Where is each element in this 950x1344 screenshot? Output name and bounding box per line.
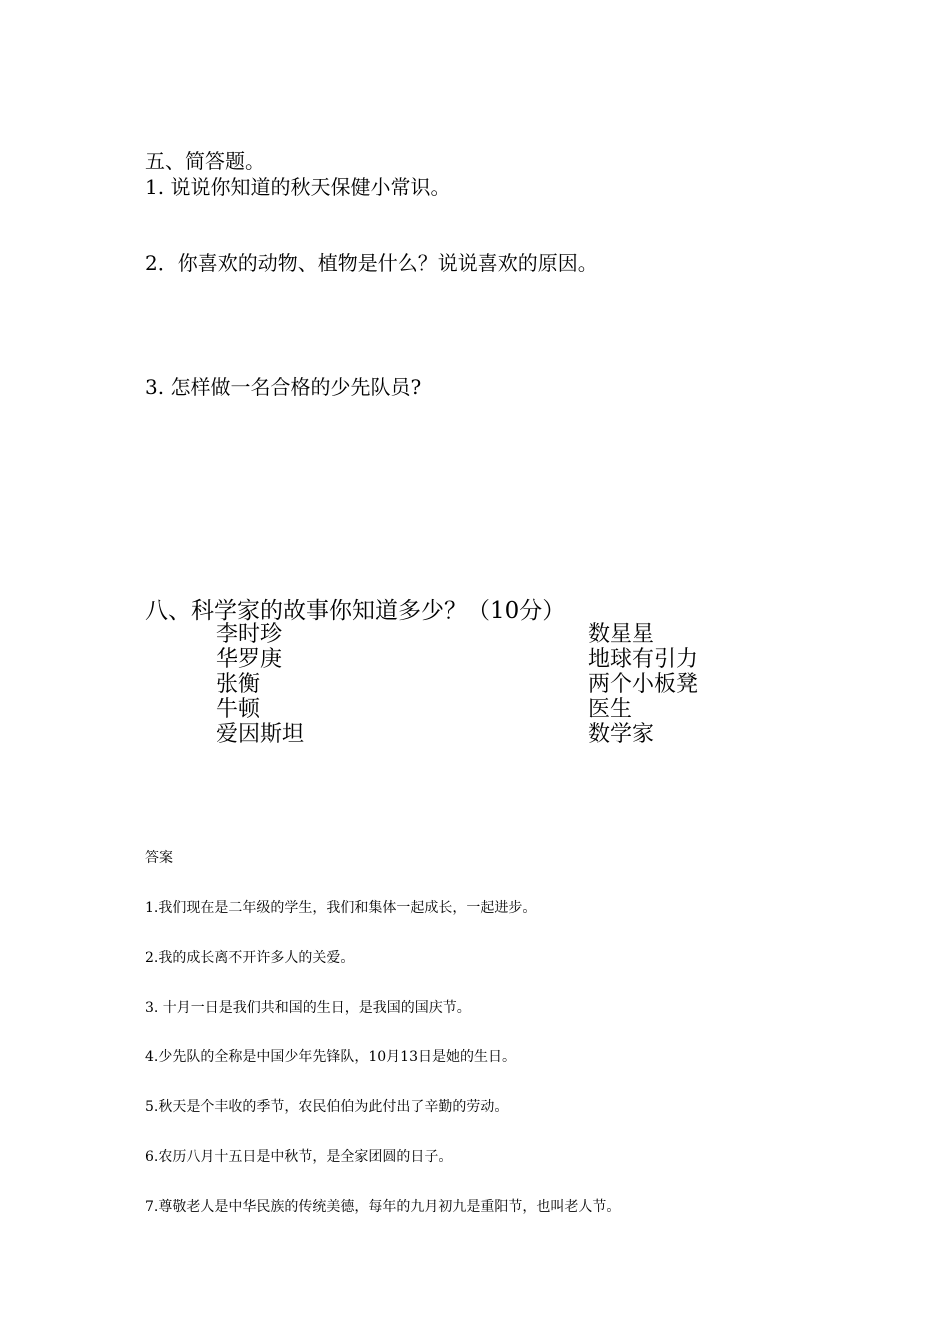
- answer-item: 4.少先队的全称是中国少年先锋队，10月13日是她的生日。: [145, 1049, 516, 1065]
- answer-item: 7.尊敬老人是中华民族的传统美德，每年的九月初九是重阳节，也叫老人节。: [145, 1199, 621, 1215]
- scientist-item: 张衡: [216, 672, 261, 697]
- scientist-item: 爱因斯坦: [216, 722, 305, 747]
- question-3: 3. 怎样做一名合格的少先队员?: [145, 375, 422, 399]
- story-item: 两个小板凳: [588, 672, 699, 697]
- scientist-item: 牛顿: [216, 697, 261, 722]
- answer-item: 3. 十月一日是我们共和国的生日，是我国的国庆节。: [145, 1000, 471, 1016]
- answer-item: 1.我们现在是二年级的学生，我们和集体一起成长，一起进步。: [145, 900, 537, 916]
- section-five-title: 五、简答题。: [145, 149, 265, 173]
- answers-title: 答案: [145, 850, 173, 866]
- section-eight-title: 八、科学家的故事你知道多少？（10分）: [145, 598, 566, 624]
- story-item: 数星星: [588, 622, 655, 647]
- scientist-item: 李时珍: [216, 622, 283, 647]
- question-1: 1. 说说你知道的秋天保健小常识。: [145, 175, 451, 199]
- question-2: 2．你喜欢的动物、植物是什么？说说喜欢的原因。: [145, 251, 598, 275]
- answer-item: 5.秋天是个丰收的季节，农民伯伯为此付出了辛勤的劳动。: [145, 1099, 509, 1115]
- story-item: 数学家: [588, 722, 655, 747]
- story-item: 医生: [588, 697, 633, 722]
- answer-item: 2.我的成长离不开许多人的关爱。: [145, 950, 355, 966]
- scientist-item: 华罗庚: [216, 647, 283, 672]
- story-item: 地球有引力: [588, 647, 699, 672]
- answer-item: 6.农历八月十五日是中秋节，是全家团圆的日子。: [145, 1149, 453, 1165]
